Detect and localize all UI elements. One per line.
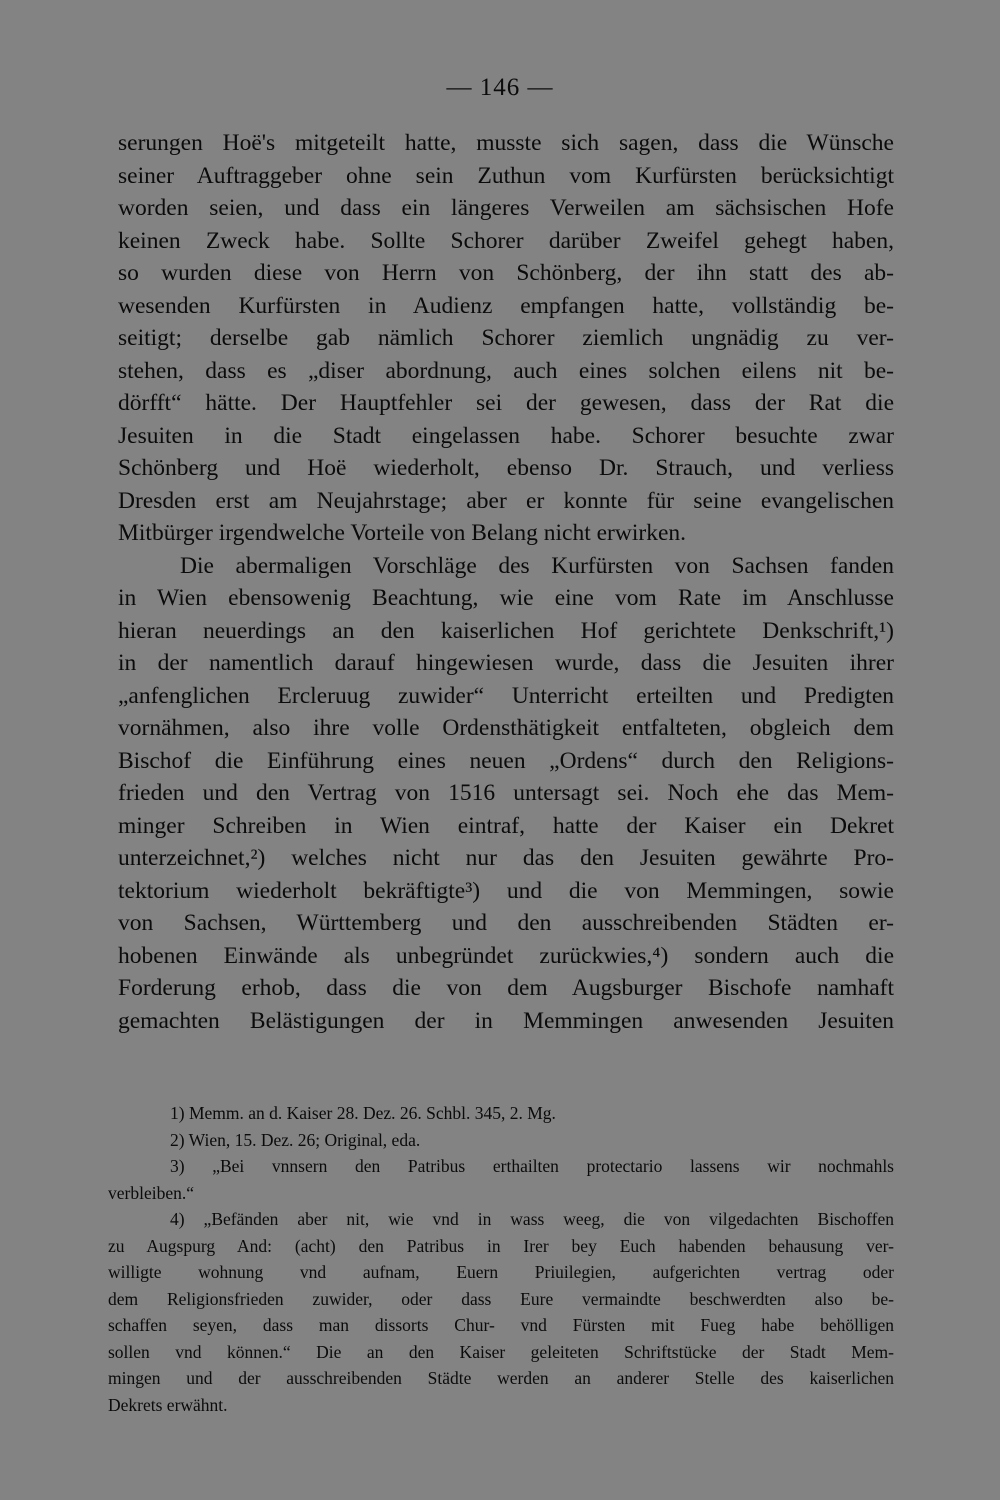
text-line: minger Schreiben in Wien eintraf, hatte der Kaiser ein Dekret — [118, 812, 894, 839]
footnote-line: 4) „Befänden aber nit, wie vnd in wass weeg, die von vilgedachten Bischoffen — [170, 1209, 894, 1229]
footnote-line: 1) Memm. an d. Kaiser 28. Dez. 26. Schbl. 345, 2. Mg. — [170, 1103, 556, 1123]
text-line: in der namentlich darauf hingewiesen wurde, dass die Jesuiten ihrer — [118, 650, 894, 676]
text-line: dörfft“ hätte. Der Hauptfehler sei der gewesen, dass der Rat die — [118, 390, 894, 416]
text-line: gemachten Belästigungen der in Memmingen anwesenden Jesuiten — [118, 1007, 894, 1034]
text-line: worden seien, und dass ein längeres Verweilen am sächsischen Hofe — [118, 195, 894, 221]
footnote-line: schaffen seyen, dass man dissorts Chur- vnd Fürsten mit Fueg habe behölligen — [108, 1315, 894, 1335]
text-line: Die abermaligen Vorschläge des Kurfürsten von Sachsen fanden — [180, 552, 894, 579]
text-line: so wurden diese von Herrn von Schönberg, der ihn statt des ab- — [118, 260, 894, 286]
footnote-line: willigte wohnung vnd aufnam, Euern Priuilegien, aufgerichten vertrag oder — [108, 1262, 894, 1282]
text-line: „anfenglichen Ercleruug zuwider“ Unterricht erteilten und Predigten — [118, 682, 894, 709]
text-line: frieden und den Vertrag von 1516 untersagt sei. Noch ehe das Mem- — [118, 780, 894, 806]
text-line: unterzeichnet,²) welches nicht nur das den Jesuiten gewährte Pro- — [118, 845, 894, 871]
footnote-line: sollen vnd können.“ Die an den Kaiser geleiteten Schriftstücke der Stadt Mem- — [108, 1341, 894, 1362]
text-line: Forderung erhob, dass die von dem Augsburger Bischofe namhaft — [118, 975, 894, 1001]
text-line: hieran neuerdings an den kaiserlichen Hof gerichtete Denkschrift,¹) — [118, 617, 894, 644]
text-line: Bischof die Einführung eines neuen „Ordens“ durch den Religions- — [118, 747, 894, 774]
footnote-line: zu Augspurg And: (acht) den Patribus in Irer bey Euch habenden behausung ver- — [108, 1235, 894, 1256]
main-text — [118, 127, 894, 1037]
text-line: in Wien ebensowenig Beachtung, wie eine vom Rate im Anschlusse — [118, 585, 894, 611]
footnote-line: 2) Wien, 15. Dez. 26; Original, eda. — [170, 1129, 421, 1150]
footnote-line: mingen und der ausschreibenden Städte werden an anderer Stelle des kaiserlichen — [108, 1368, 894, 1388]
footnote-line: dem Religionsfrieden zuwider, oder dass Eure vermaindte beschwerdten also be- — [108, 1288, 894, 1309]
text-line: von Sachsen, Württemberg und den ausschreibenden Städten er- — [118, 910, 894, 936]
footnote-line: Dekrets erwähnt. — [108, 1394, 228, 1415]
page-number: — 146 — — [446, 74, 554, 101]
text-line: vornähmen, also ihre volle Ordensthätigkeit entfalteten, obgleich dem — [118, 715, 894, 741]
text-line: Dresden erst am Neujahrstage; aber er konnte für seine evangelischen — [118, 487, 894, 514]
footnote-line: verbleiben.“ — [108, 1182, 194, 1203]
text-line: Mitbürger irgendwelche Vorteile von Belang nicht erwirken. — [118, 520, 686, 546]
text-line: serungen Hoë's mitgeteilt hatte, musste sich sagen, dass die Wünsche — [118, 130, 894, 156]
text-line: tektorium wiederholt bekräftigte³) und die von Memmingen, sowie — [118, 877, 894, 904]
footnotes — [108, 1100, 894, 1418]
text-line: Schönberg und Hoë wiederholt, ebenso Dr. Strauch, und verliess — [118, 455, 894, 481]
text-line: stehen, dass es „diser abordnung, auch eines solchen eilens nit be- — [118, 357, 894, 384]
text-line: seitigt; derselbe gab nämlich Schorer ziemlich ungnädig zu ver- — [118, 325, 894, 351]
text-line: wesenden Kurfürsten in Audienz empfangen hatte, vollständig be- — [118, 292, 894, 319]
text-line: hobenen Einwände als unbegründet zurückwies,⁴) sondern auch die — [118, 942, 894, 969]
footnote-line: 3) „Bei vnnsern den Patribus erthailten protectario lassens wir nochmahls — [170, 1156, 894, 1176]
text-line: seiner Auftraggeber ohne sein Zuthun vom Kurfürsten berücksichtigt — [118, 162, 894, 189]
text-line: Jesuiten in die Stadt eingelassen habe. Schorer besuchte zwar — [118, 422, 894, 449]
text-line: keinen Zweck habe. Sollte Schorer darüber Zweifel gehegt haben, — [118, 227, 894, 254]
